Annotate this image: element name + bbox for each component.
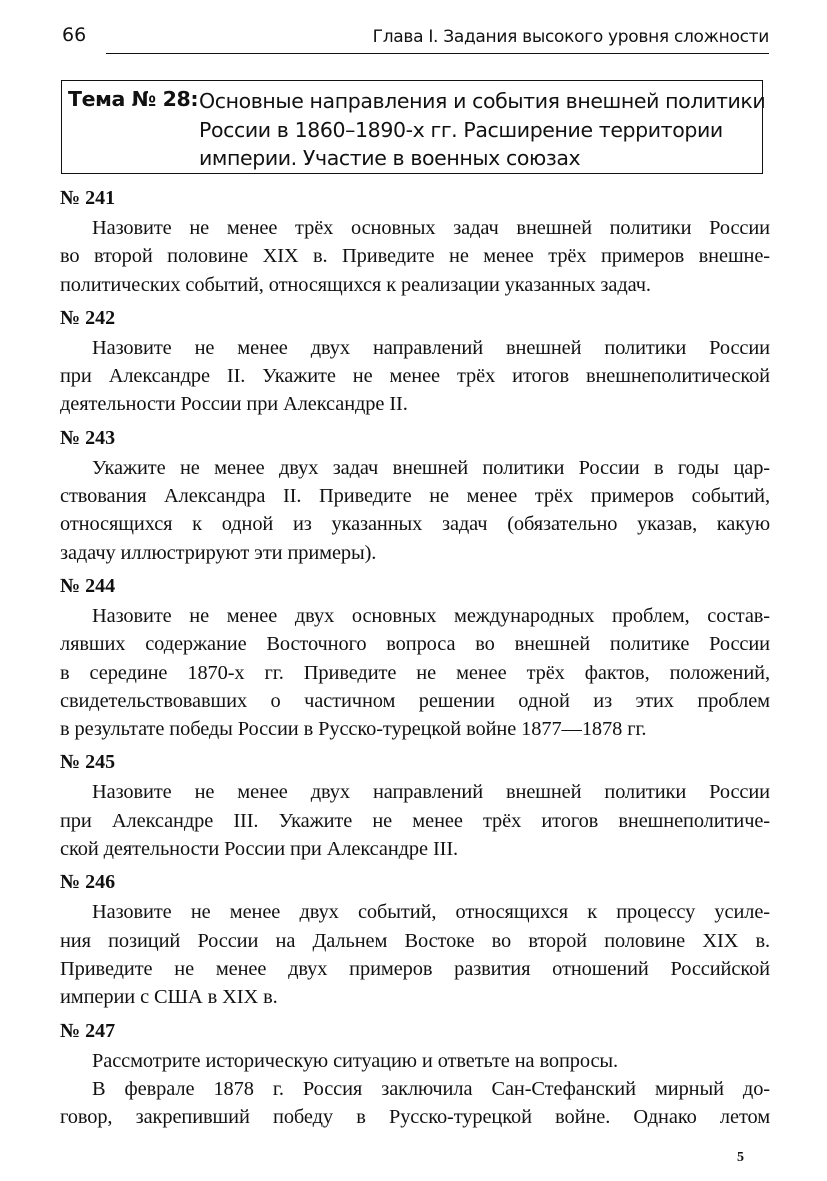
text-line: задачу иллюстрируют эти примеры). — [60, 541, 377, 564]
task-244 — [60, 573, 770, 743]
text-line: деятельности России при Александре II. — [60, 393, 408, 416]
text-line: лявших содержание Восточного вопроса во внешней политике России — [60, 633, 770, 656]
task-245 — [60, 749, 770, 863]
task-247 — [60, 1018, 770, 1132]
task-number: № 243 — [60, 426, 116, 449]
task-text — [60, 334, 770, 419]
task-number: № 241 — [60, 187, 116, 209]
text-line: империи с США в XIX в. — [60, 986, 278, 1009]
printer-mark: 5 — [737, 1150, 744, 1165]
text-line: при Александре III. Укажите не менее трёх итогов внешнеполитиче- — [60, 809, 770, 832]
text-line: свидетельствовавших о частичном решении одной из этих проблем — [60, 689, 770, 712]
text-line: В феврале 1878 г. Россия заключила Сан-Стефанский мирный до- — [92, 1077, 770, 1100]
text-line: Назовите не менее двух направлений внешней политики России — [92, 781, 770, 804]
task-242 — [60, 305, 770, 419]
task-241 — [60, 185, 770, 299]
text-line: политических событий, относящихся к реализации указанных задач. — [60, 273, 651, 296]
text-line: относящихся к одной из указанных задач (обязательно указав, какую — [60, 513, 770, 536]
text-line: Назовите не менее двух направлений внешней политики России — [92, 336, 770, 359]
text-line: Укажите не менее двух задач внешней политики России в годы цар- — [92, 456, 770, 479]
text-line: в середине 1870-х гг. Приведите не менее трёх фактов, положений, — [60, 661, 770, 684]
task-246 — [60, 869, 770, 1011]
text-line: говор, закрепивший победу в Русско-турецкой войне. Однако летом — [60, 1106, 770, 1129]
text-line: Рассмотрите историческую ситуацию и ответьте на вопросы. — [92, 1049, 618, 1072]
topic-title-line: России в 1860–1890-х гг. Расширение территории — [199, 117, 723, 142]
page-number: 66 — [62, 24, 87, 46]
running-head: Глава I. Задания высокого уровня сложности — [372, 27, 769, 47]
task-list — [60, 185, 770, 1131]
task-text — [60, 602, 770, 743]
text-line: ской деятельности России при Александре III. — [60, 838, 459, 861]
topic-title-line: империи. Участие в военных союзах — [199, 146, 581, 170]
header-rule — [106, 53, 769, 54]
task-text — [60, 898, 770, 1011]
task-text — [60, 214, 770, 299]
text-line: Назовите не менее двух событий, относящихся к процессу усиле- — [92, 901, 770, 924]
task-number: № 246 — [60, 871, 116, 894]
text-line: ствования Александра II. Приведите не менее трёх примеров событий, — [60, 485, 770, 508]
task-number: № 244 — [60, 574, 116, 597]
text-line: ния позиций России на Дальнем Востоке во второй половине XIX в. — [60, 929, 770, 952]
task-243 — [60, 425, 770, 567]
topic-title — [199, 87, 766, 173]
task-text — [60, 454, 770, 567]
text-line: Назовите не менее трёх основных задач внешней политики России — [92, 217, 770, 239]
task-number: № 245 — [60, 751, 116, 774]
text-line: при Александре II. Укажите не менее трёх итогов внешнеполитической — [60, 365, 770, 388]
text-line: в результате победы России в Русско-турецкой войне 1877—1878 гг. — [60, 718, 647, 741]
text-line: Приведите не менее двух примеров развития отношений Российской — [60, 957, 770, 980]
topic-box — [61, 80, 766, 174]
topic-title-line: Основные направления и события внешней политики — [199, 89, 766, 113]
text-line: во второй половине XIX в. Приведите не менее трёх примеров внешне- — [60, 245, 770, 268]
topic-label: Тема № 28: — [68, 87, 199, 111]
task-number: № 242 — [60, 306, 116, 329]
task-text — [60, 778, 770, 863]
task-number: № 247 — [60, 1019, 116, 1042]
text-line: Назовите не менее двух основных международных проблем, состав- — [92, 604, 770, 627]
task-text — [60, 1047, 770, 1132]
